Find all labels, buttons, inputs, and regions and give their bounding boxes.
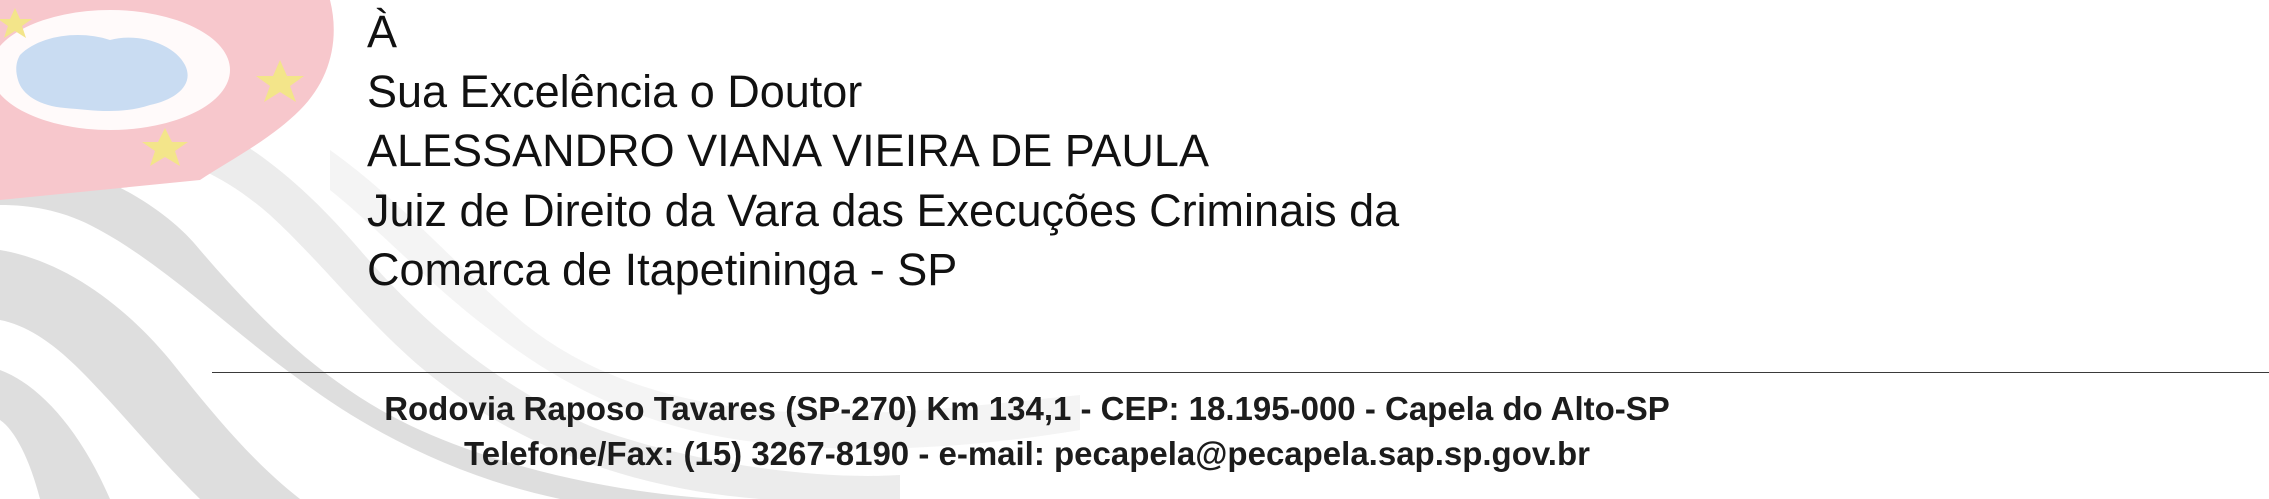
- salutation-prefix: À: [367, 6, 398, 57]
- footer-divider: [212, 372, 2269, 373]
- addressee-name: ALESSANDRO VIANA VIEIRA DE PAULA: [367, 125, 1209, 176]
- letterhead-footer: [212, 386, 1842, 476]
- footer-address: Rodovia Raposo Tavares (SP-270) Km 134,1 - CEP: 18.195-000 - Capela do Alto-SP: [384, 390, 1670, 427]
- addressee-title-line-2: Comarca de Itapetininga - SP: [367, 244, 958, 295]
- addressee-honorific: Sua Excelência o Doutor: [367, 65, 863, 117]
- flag-map: [16, 35, 187, 111]
- footer-contact: Telefone/Fax: (15) 3267-8190 - e-mail: pecapela@pecapela.sap.sp.gov.br: [464, 435, 1590, 472]
- addressee-title-line-1: Juiz de Direito da Vara das Execuções Criminais da: [367, 184, 1400, 236]
- addressee-block: [367, 2, 1399, 300]
